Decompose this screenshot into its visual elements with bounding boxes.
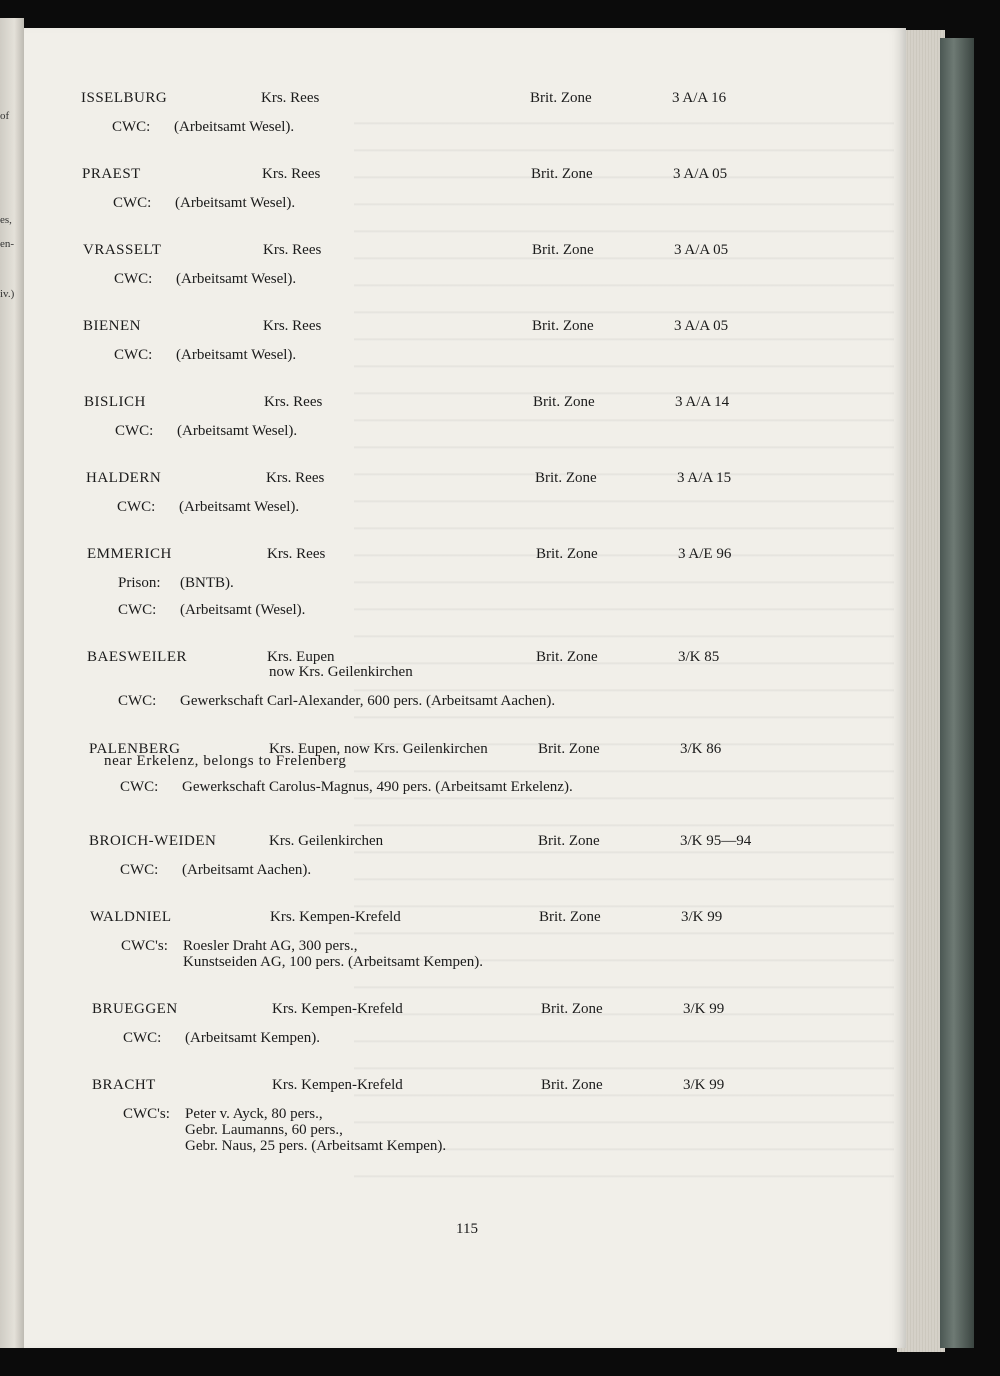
entry-text: (Arbeitsamt Kempen). (185, 1030, 320, 1046)
district: Krs. Kempen-Krefeld (272, 1001, 403, 1017)
zone: Brit. Zone (541, 1077, 603, 1093)
place-name: BRACHT (92, 1077, 156, 1093)
map-code: 3 A/A 05 (673, 166, 728, 182)
entry-text: Gewerkschaft Carl-Alexander, 600 pers. (Arbeitsamt Aachen). (180, 693, 556, 709)
district: Krs. Eupen, now Krs. Geilenkirchen (269, 741, 488, 757)
entry-label: CWC: (120, 862, 159, 878)
zone: Brit. Zone (539, 909, 601, 925)
entry-text: (Arbeitsamt Wesel). (176, 271, 297, 287)
page-number: 115 (456, 1221, 478, 1237)
entry-label: CWC: (117, 499, 156, 515)
district: Krs. Rees (263, 318, 322, 334)
place-name: EMMERICH (87, 546, 172, 562)
map-code: 3/K 86 (680, 741, 722, 757)
entry-text: (BNTB). (180, 575, 234, 591)
map-code: 3 A/A 15 (677, 470, 732, 486)
zone: Brit. Zone (541, 1001, 603, 1017)
zone: Brit. Zone (532, 242, 594, 258)
map-code: 3 A/A 14 (675, 394, 730, 410)
district: Krs. Rees (267, 546, 326, 562)
place-name: BAESWEILER (87, 649, 187, 665)
entry-label: Prison: (118, 575, 161, 591)
place-name: BROICH-WEIDEN (89, 833, 217, 849)
entry-label: CWC: (114, 271, 153, 287)
place-name: BIENEN (83, 318, 141, 334)
entry-label: CWC: (113, 195, 152, 211)
district: Krs. Rees (261, 90, 320, 106)
entry-text: (Arbeitsamt Aachen). (182, 862, 312, 878)
entry-label: CWC: (115, 423, 154, 439)
entry-text: Gebr. Laumanns, 60 pers., (185, 1122, 343, 1138)
place-name: VRASSELT (83, 242, 162, 258)
map-code: 3 A/A 16 (672, 90, 727, 106)
book-page (24, 28, 906, 1348)
place-name: PALENBERG (89, 741, 181, 757)
entry-label: CWC's: (121, 938, 168, 954)
show-through-text (354, 98, 894, 1198)
map-code: 3/K 99 (683, 1077, 725, 1093)
margin-fragment: en- (0, 238, 15, 250)
district: Krs. Rees (262, 166, 321, 182)
place-name: HALDERN (86, 470, 162, 486)
district: Krs. Kempen-Krefeld (272, 1077, 403, 1093)
book-cover-edge (940, 38, 974, 1348)
entry-label: CWC: (114, 347, 153, 363)
zone: Brit. Zone (538, 741, 600, 757)
place-name: BRUEGGEN (92, 1001, 178, 1017)
map-code: 3/K 99 (683, 1001, 725, 1017)
entry-label: CWC's: (123, 1106, 170, 1122)
entry-text: (Arbeitsamt Wesel). (174, 119, 295, 135)
entry-text: (Arbeitsamt Wesel). (176, 347, 297, 363)
map-code: 3 A/E 96 (678, 546, 732, 562)
margin-fragment: es, (0, 214, 12, 226)
entry-label: CWC: (118, 693, 157, 709)
map-code: 3 A/A 05 (674, 318, 729, 334)
left-page-edge (0, 18, 24, 1348)
district: Krs. Eupen (267, 649, 335, 665)
place-name: ISSELBURG (81, 90, 168, 106)
district: Krs. Rees (263, 242, 322, 258)
place-name: BISLICH (84, 394, 146, 410)
map-code: 3/K 99 (681, 909, 723, 925)
district: Krs. Geilenkirchen (269, 833, 384, 849)
zone: Brit. Zone (531, 166, 593, 182)
entry-label: CWC: (112, 119, 151, 135)
place-name: PRAEST (82, 166, 141, 182)
entry-text: (Arbeitsamt Wesel). (175, 195, 296, 211)
entry-label: CWC: (118, 602, 157, 618)
entry-label: CWC: (123, 1030, 162, 1046)
zone: Brit. Zone (532, 318, 594, 334)
margin-fragment: iv.) (0, 288, 15, 300)
zone: Brit. Zone (536, 546, 598, 562)
map-code: 3 A/A 05 (674, 242, 729, 258)
place-name: WALDNIEL (90, 909, 172, 925)
district: Krs. Rees (264, 394, 323, 410)
district: Krs. Kempen-Krefeld (270, 909, 401, 925)
entry-text: Gewerkschaft Carolus-Magnus, 490 pers. (Arbeitsamt Erkelenz). (182, 779, 573, 795)
district: Krs. Rees (266, 470, 325, 486)
margin-fragment: of (0, 110, 10, 122)
map-code: 3/K 95—94 (680, 833, 752, 849)
entry-text: (Arbeitsamt Wesel). (177, 423, 298, 439)
entry-text: Gebr. Naus, 25 pers. (Arbeitsamt Kempen). (185, 1138, 447, 1154)
entry-text: Kunstseiden AG, 100 pers. (Arbeitsamt Kempen). (183, 954, 483, 970)
zone: Brit. Zone (533, 394, 595, 410)
zone: Brit. Zone (535, 470, 597, 486)
zone: Brit. Zone (536, 649, 598, 665)
zone: Brit. Zone (538, 833, 600, 849)
entry-text: Peter v. Ayck, 80 pers., (185, 1106, 323, 1122)
entry-text: (Arbeitsamt Wesel). (179, 499, 300, 515)
zone: Brit. Zone (530, 90, 592, 106)
district-note: now Krs. Geilenkirchen (269, 664, 413, 680)
entry-text: (Arbeitsamt (Wesel). (180, 602, 306, 618)
entry-text: Roesler Draht AG, 300 pers., (183, 938, 358, 954)
location-note: near Erkelenz, belongs to Frelenberg (104, 753, 347, 769)
map-code: 3/K 85 (678, 649, 720, 665)
entry-label: CWC: (120, 779, 159, 795)
